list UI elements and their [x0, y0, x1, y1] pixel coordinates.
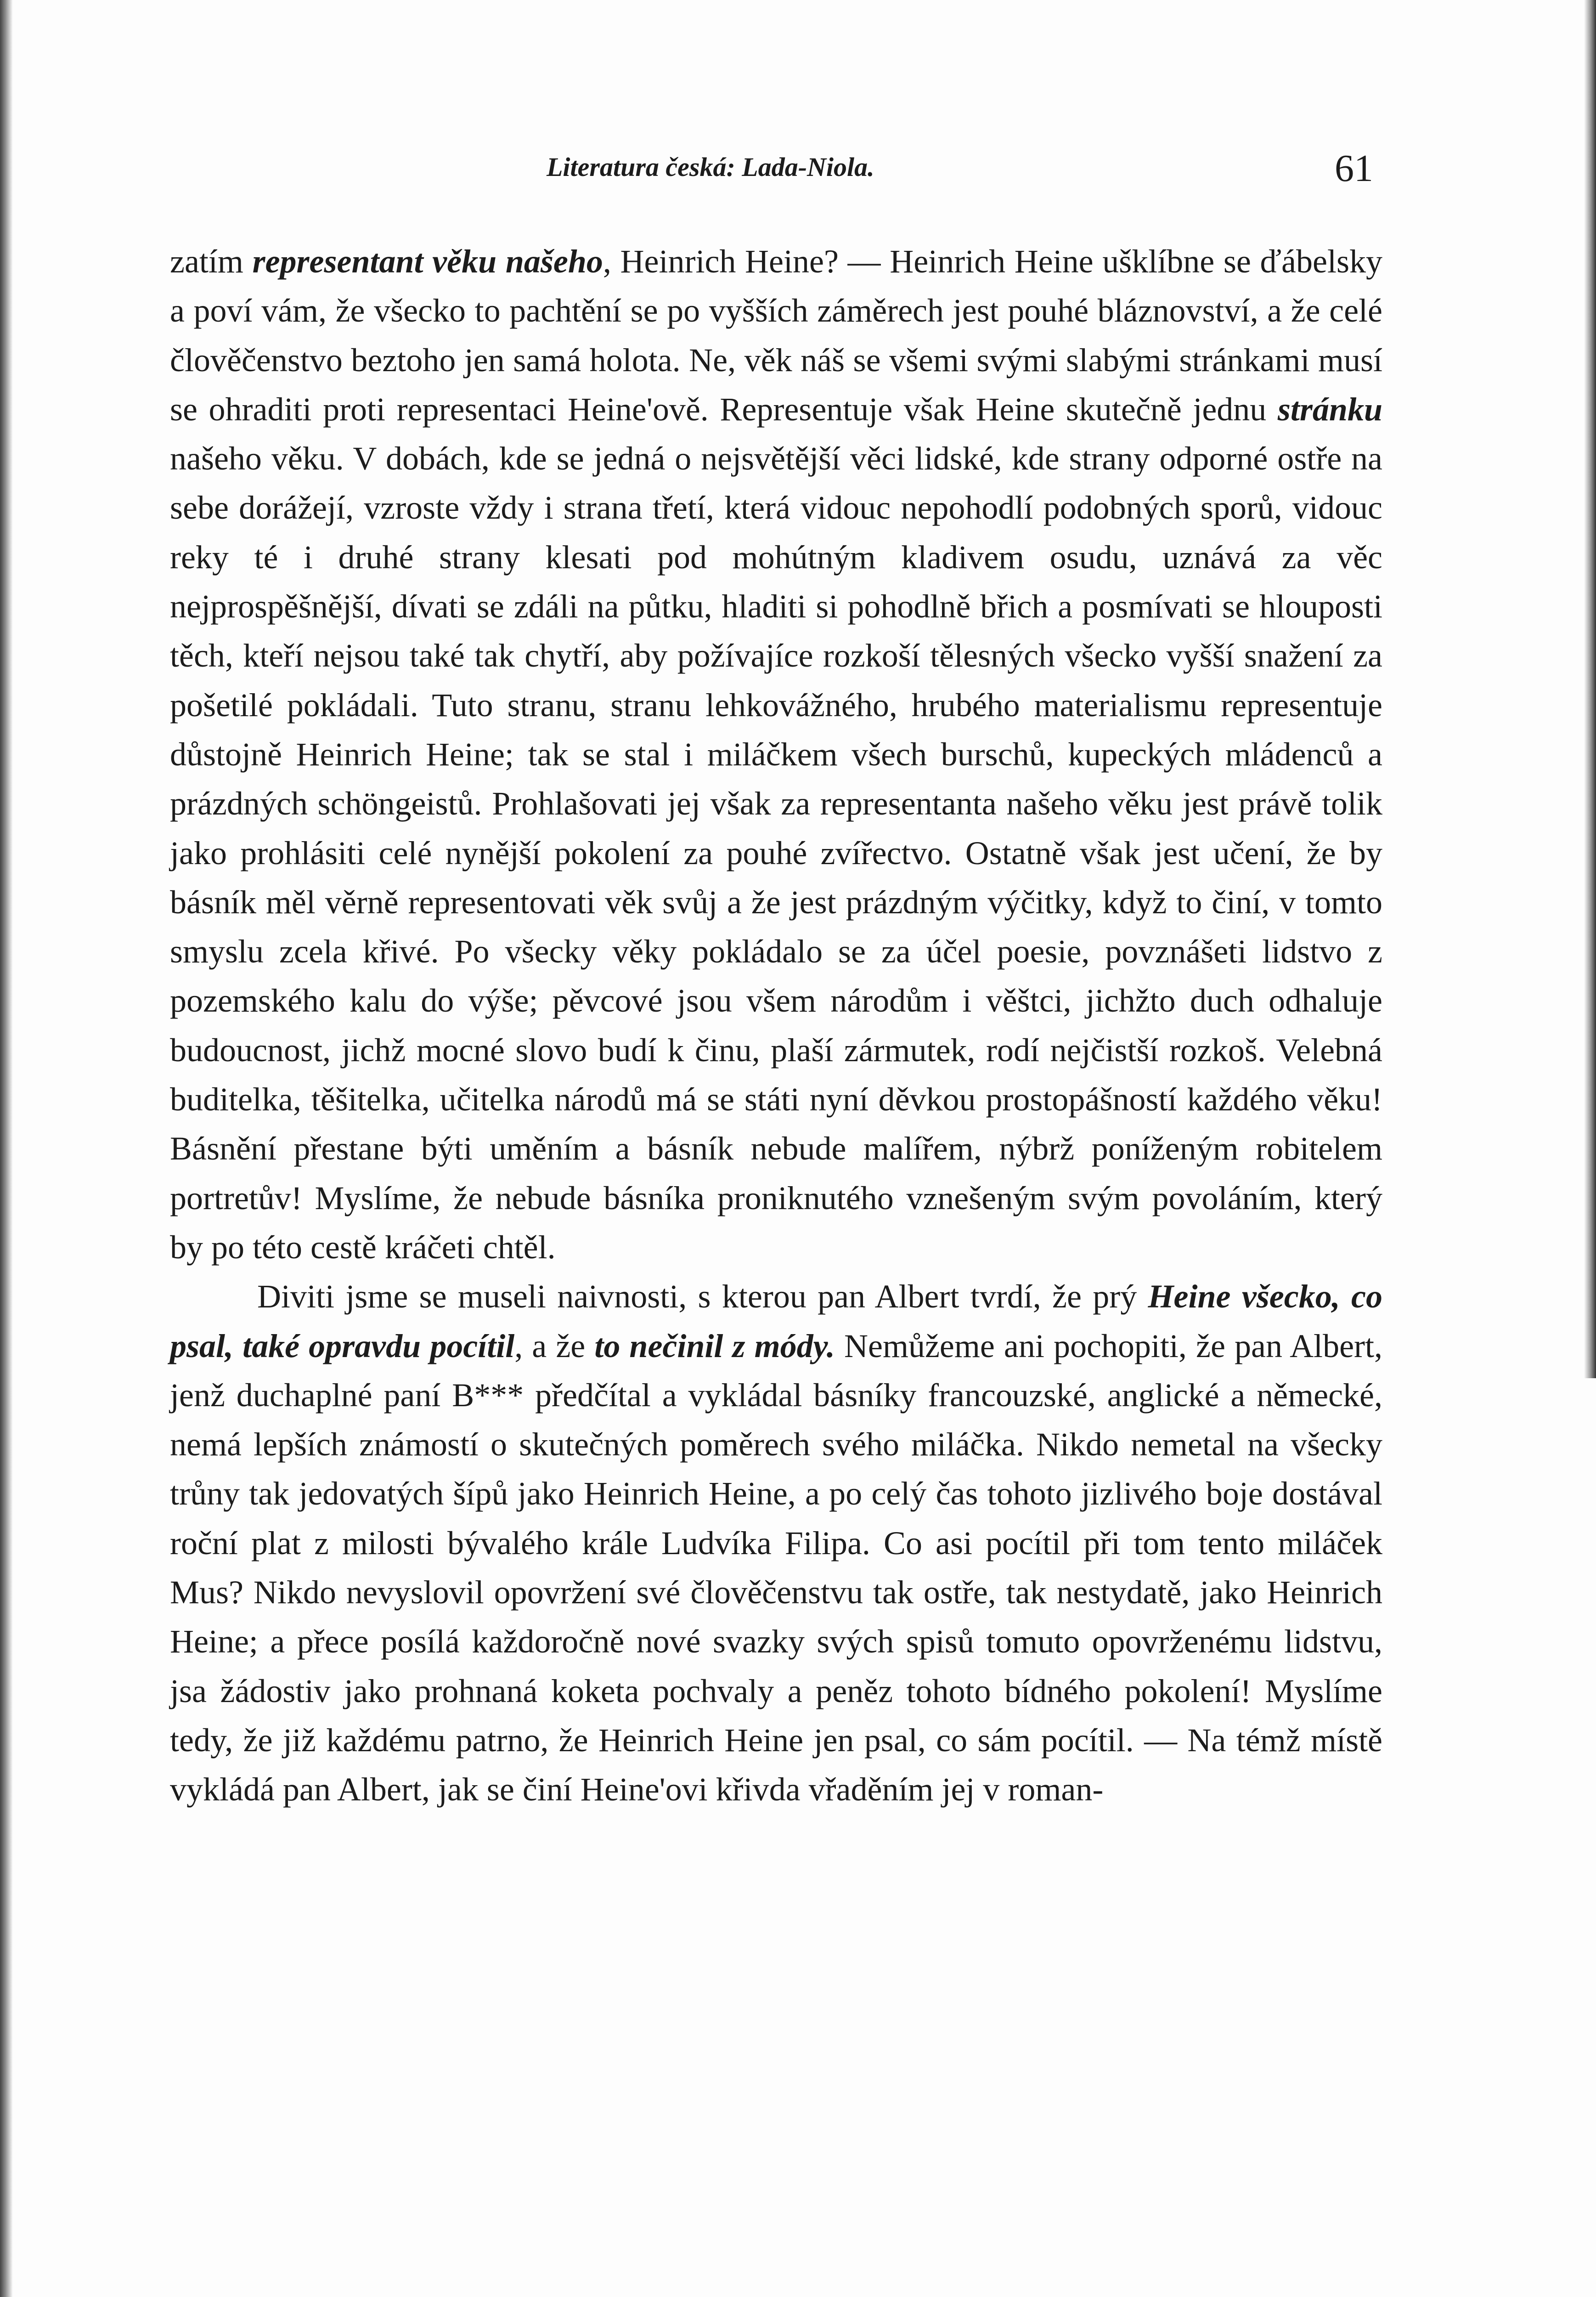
page-header: [547, 146, 1373, 201]
running-title: Literatura česká: Lada-Niola.: [547, 152, 874, 182]
emphasis: to nečinil z módy.: [594, 1327, 835, 1364]
paragraph-2: [170, 1272, 1382, 1814]
emphasis: Heine všecko, co psal, také opravdu pocítil: [170, 1278, 1382, 1364]
emphasis: stránku: [1277, 390, 1382, 428]
text-run: zatím: [170, 243, 253, 280]
text-run: , Heinrich Heine? — Heinrich Heine ušklíbne se ďábelsky a poví vám, že všecko to pachtění se po vyšších záměrech jest pouhé bláznovství, a že celé člověčenstvo beztoho jen samá holota. Ne, věk náš se všemi svými slabými stránkami musí se ohraditi proti representaci Heine'ově. Representuje však Heine skutečně jednu: [170, 243, 1382, 428]
emphasis: representant věku našeho: [252, 243, 603, 280]
page-outer-edge: [1584, 0, 1596, 1378]
text-run: Nemůžeme ani pochopiti, že pan Albert, jenž duchaplné paní B*** předčítal a vykládal básníky francouzské, anglické a německé, nemá lepších známostí o skutečných poměrech svého miláčka. Nikdo nemetal na všecky trůny tak jedovatých šípů jako Heinrich Heine, a po celý čas tohoto jizlivého boje dostával roční plat z milosti bývalého krále Ludvíka Filipa. Co asi pocítil při tom tento miláček Mus? Nikdo nevyslovil opovržení své člověčenstvu tak ostře, tak nestydatě, jako Heinrich Heine; a přece posílá každoročně nové svazky svých spisů tomuto opovrženému lidstvu, jsa žádostiv jako prohnaná koketa pochvaly a peněz tohoto bídného pokolení! Myslíme tedy, že již každému patrno, že Heinrich Heine jen psal, co sám pocítil. — Na témž místě vykládá pan Albert, jak se činí Heine'ovi křivda vřaděním jej v roman-: [170, 1327, 1383, 1808]
text-run: našeho věku. V dobách, kde se jedná o nejsvětější věci lidské, kde strany odporné ostře na sebe dorážejí, vzroste vždy i strana třetí, která vidouc nepohodlí podobných sporů, vidouc reky té i druhé strany klesati pod mohútným kladivem osudu, uznává za věc nejprospěšnější, dívati se zdáli na půtku, hladiti si pohodlně břich a posmívati se hlouposti těch, kteří nejsou také tak chytří, aby požívajíce rozkoší tělesných všecko vyšší snažení za pošetilé pokládali. Tuto stranu, stranu lehkovážného, hrubého materialismu representuje důstojně Heinrich Heine; tak se stal i miláčkem všech burschů, kupeckých mládenců a prázdných schöngeistů. Prohlašovati jej však za representanta našeho věku jest právě tolik jako prohlásiti celé nynější pokolení za pouhé zvířectvo. Ostatně však jest učení, že by básník měl věrně representovati věk svůj a že jest prázdným výčitky, když to činí, v tomto smyslu zcela křivé. Po všecky věky pokládalo se za účel poesie, povznášeti lidstvo z pozemského kalu do výše; pěvcové jsou všem národům i věštci, jichžto duch odhaluje budoucnost, jichž mocné slovo budí k činu, plaší zármutek, rodí nejčistší rozkoš. Velebná buditelka, těšitelka, učitelka národů má se státi nyní děvkou prostopášností každého věku! Básnění přestane býti uměním a básník nebude malířem, nýbrž poníženým robitelem portretův! Myslíme, že nebude básníka proniknutého vznešeným svým povoláním, který by po této cestě kráčeti chtěl.: [170, 440, 1382, 1266]
body-text: [170, 237, 1382, 1815]
text-run: Diviti jsme se museli naivnosti, s kterou pan Albert tvrdí, že prý: [257, 1278, 1148, 1315]
page-binding-edge: [0, 0, 13, 2297]
page-number: 61: [1335, 147, 1373, 190]
text-run: , a že: [514, 1327, 595, 1364]
paragraph-1: [170, 237, 1382, 1272]
